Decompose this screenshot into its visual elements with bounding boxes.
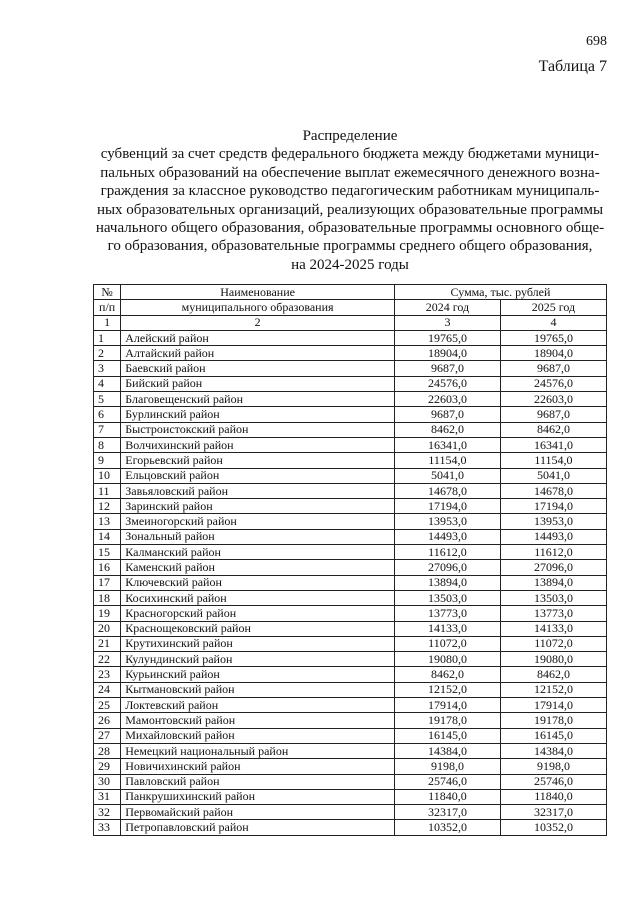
table-row [94,575,607,590]
row-number: 4 [94,376,121,391]
row-number: 16 [94,560,121,575]
table-header-row [94,300,607,315]
table-row [94,652,607,667]
amount-2024: 11072,0 [394,636,500,651]
table-row [94,667,607,682]
municipality-name: Панкрушихинский район [121,789,395,804]
amount-2025: 8462,0 [500,422,606,437]
header-name-sub: муниципального образования [121,300,395,315]
amount-2025: 9687,0 [500,407,606,422]
municipality-name: Петропавловский район [121,820,395,835]
amount-2024: 8462,0 [394,422,500,437]
amount-2025: 32317,0 [500,805,606,820]
amount-2025: 13773,0 [500,606,606,621]
municipality-name: Кулундинский район [121,652,395,667]
heading-line: Распределение [302,128,398,144]
header-year-2024: 2024 год [394,300,500,315]
document-heading [90,127,610,274]
table-row [94,606,607,621]
municipality-name: Кытмановский район [121,682,395,697]
amount-2024: 32317,0 [394,805,500,820]
table-row [94,759,607,774]
municipality-name: Красногорский район [121,606,395,621]
municipality-name: Павловский район [121,774,395,789]
table-body [94,330,607,835]
table-row [94,820,607,835]
municipality-name: Алейский район [121,330,395,345]
municipality-name: Каменский район [121,560,395,575]
row-number: 30 [94,774,121,789]
row-number: 26 [94,713,121,728]
amount-2025: 27096,0 [500,560,606,575]
table-row [94,514,607,529]
amount-2025: 19178,0 [500,713,606,728]
row-number: 22 [94,652,121,667]
amount-2024: 11612,0 [394,545,500,560]
amount-2025: 16145,0 [500,728,606,743]
municipality-name: Заринский район [121,499,395,514]
row-number: 19 [94,606,121,621]
table-label: Таблица 7 [538,58,607,75]
amount-2025: 18904,0 [500,346,606,361]
amount-2024: 19765,0 [394,330,500,345]
table-row [94,361,607,376]
municipality-name: Крутихинский район [121,636,395,651]
amount-2025: 11840,0 [500,789,606,804]
municipality-name: Ельцовский район [121,468,395,483]
municipality-name: Калманский район [121,545,395,560]
table-row [94,346,607,361]
row-number: 18 [94,590,121,605]
row-number: 25 [94,698,121,713]
row-number: 17 [94,575,121,590]
amount-2025: 11154,0 [500,453,606,468]
amount-2024: 18904,0 [394,346,500,361]
municipality-name: Быстроистокский район [121,422,395,437]
amount-2025: 22603,0 [500,392,606,407]
amount-2024: 5041,0 [394,468,500,483]
municipality-name: Михайловский район [121,728,395,743]
amount-2024: 13503,0 [394,590,500,605]
table-row [94,713,607,728]
amount-2025: 9198,0 [500,759,606,774]
heading-line: ных образовательных организаций, реализующих образовательные программы [96,201,604,218]
column-number: 1 [94,315,121,330]
amount-2025: 14678,0 [500,483,606,498]
amount-2024: 16341,0 [394,437,500,452]
amount-2024: 14384,0 [394,743,500,758]
municipality-name: Благовещенский район [121,392,395,407]
amount-2024: 19178,0 [394,713,500,728]
amount-2025: 12152,0 [500,682,606,697]
municipality-name: Волчихинский район [121,437,395,452]
table-row [94,468,607,483]
amount-2024: 14133,0 [394,621,500,636]
table-row [94,422,607,437]
amount-2025: 14133,0 [500,621,606,636]
row-number: 23 [94,667,121,682]
amount-2025: 17194,0 [500,499,606,514]
heading-line: начального общего образования, образовательные программы основного обще- [95,220,605,237]
row-number: 32 [94,805,121,820]
amount-2024: 14493,0 [394,529,500,544]
amount-2024: 12152,0 [394,682,500,697]
amount-2024: 14678,0 [394,483,500,498]
row-number: 10 [94,468,121,483]
amount-2025: 13953,0 [500,514,606,529]
table-row [94,499,607,514]
amount-2025: 13894,0 [500,575,606,590]
table-row [94,805,607,820]
amount-2024: 17914,0 [394,698,500,713]
amount-2025: 9687,0 [500,361,606,376]
heading-line: пальных образований на обеспечение выплат ежемесячного денежного возна- [100,164,600,181]
municipality-name: Змеиногорский район [121,514,395,529]
row-number: 3 [94,361,121,376]
amount-2025: 14384,0 [500,743,606,758]
amount-2024: 8462,0 [394,667,500,682]
header-name: Наименование [121,285,395,300]
table-row [94,437,607,452]
table-row [94,392,607,407]
amount-2024: 9198,0 [394,759,500,774]
amount-2025: 5041,0 [500,468,606,483]
table-row [94,560,607,575]
table-row [94,545,607,560]
municipality-name: Алтайский район [121,346,395,361]
amount-2025: 19765,0 [500,330,606,345]
amount-2024: 9687,0 [394,407,500,422]
table-row [94,698,607,713]
amount-2024: 11154,0 [394,453,500,468]
amount-2024: 27096,0 [394,560,500,575]
amount-2025: 13503,0 [500,590,606,605]
table-row [94,529,607,544]
table-row [94,483,607,498]
amount-2025: 8462,0 [500,667,606,682]
row-number: 13 [94,514,121,529]
header-sum: Сумма, тыс. рублей [394,285,606,300]
municipality-name: Завьяловский район [121,483,395,498]
table-row [94,453,607,468]
row-number: 5 [94,392,121,407]
table-row [94,376,607,391]
municipality-name: Баевский район [121,361,395,376]
table-header-row [94,285,607,300]
row-number: 33 [94,820,121,835]
heading-line: субвенций за счет средств федерального бюджета между бюджетами муници- [100,146,600,163]
table-row [94,330,607,345]
amount-2025: 11072,0 [500,636,606,651]
row-number: 8 [94,437,121,452]
amount-2025: 10352,0 [500,820,606,835]
municipality-name: Мамонтовский район [121,713,395,728]
amount-2024: 13894,0 [394,575,500,590]
distribution-table [93,284,607,836]
municipality-name: Бийский район [121,376,395,391]
amount-2024: 13773,0 [394,606,500,621]
municipality-name: Новичихинский район [121,759,395,774]
municipality-name: Бурлинский район [121,407,395,422]
municipality-name: Краснощековский район [121,621,395,636]
header-num-sub: п/п [94,300,121,315]
column-number: 2 [121,315,395,330]
table-row [94,682,607,697]
row-number: 29 [94,759,121,774]
column-number: 4 [500,315,606,330]
heading-line: граждения за классное руководство педагогическим работникам муниципаль- [100,183,600,200]
amount-2025: 17914,0 [500,698,606,713]
row-number: 28 [94,743,121,758]
amount-2024: 13953,0 [394,514,500,529]
table-row [94,789,607,804]
amount-2025: 19080,0 [500,652,606,667]
row-number: 6 [94,407,121,422]
municipality-name: Ключевский район [121,575,395,590]
table-row [94,407,607,422]
municipality-name: Егорьевский район [121,453,395,468]
table-row [94,774,607,789]
municipality-name: Косихинский район [121,590,395,605]
table-row [94,636,607,651]
header-year-2025: 2025 год [500,300,606,315]
amount-2024: 17194,0 [394,499,500,514]
table-row [94,743,607,758]
row-number: 21 [94,636,121,651]
municipality-name: Зональный район [121,529,395,544]
municipality-name: Курьинский район [121,667,395,682]
page-number: 698 [586,34,607,49]
row-number: 20 [94,621,121,636]
amount-2024: 9687,0 [394,361,500,376]
amount-2025: 11612,0 [500,545,606,560]
row-number: 15 [94,545,121,560]
amount-2025: 14493,0 [500,529,606,544]
table-row [94,621,607,636]
row-number: 14 [94,529,121,544]
row-number: 11 [94,483,121,498]
amount-2024: 19080,0 [394,652,500,667]
row-number: 9 [94,453,121,468]
column-number: 3 [394,315,500,330]
row-number: 27 [94,728,121,743]
row-number: 1 [94,330,121,345]
amount-2024: 11840,0 [394,789,500,804]
row-number: 7 [94,422,121,437]
heading-line: го образования, образовательные программы среднего общего образования, [107,238,593,255]
row-number: 2 [94,346,121,361]
row-number: 24 [94,682,121,697]
amount-2024: 25746,0 [394,774,500,789]
municipality-name: Локтевский район [121,698,395,713]
header-num: № [94,285,121,300]
amount-2024: 10352,0 [394,820,500,835]
municipality-name: Немецкий национальный район [121,743,395,758]
amount-2025: 25746,0 [500,774,606,789]
municipality-name: Первомайский район [121,805,395,820]
row-number: 12 [94,499,121,514]
amount-2024: 24576,0 [394,376,500,391]
amount-2025: 24576,0 [500,376,606,391]
amount-2025: 16341,0 [500,437,606,452]
table-row [94,728,607,743]
heading-line: на 2024-2025 годы [291,256,409,273]
amount-2024: 22603,0 [394,392,500,407]
row-number: 31 [94,789,121,804]
table-row [94,590,607,605]
column-number-row [94,315,607,330]
amount-2024: 16145,0 [394,728,500,743]
